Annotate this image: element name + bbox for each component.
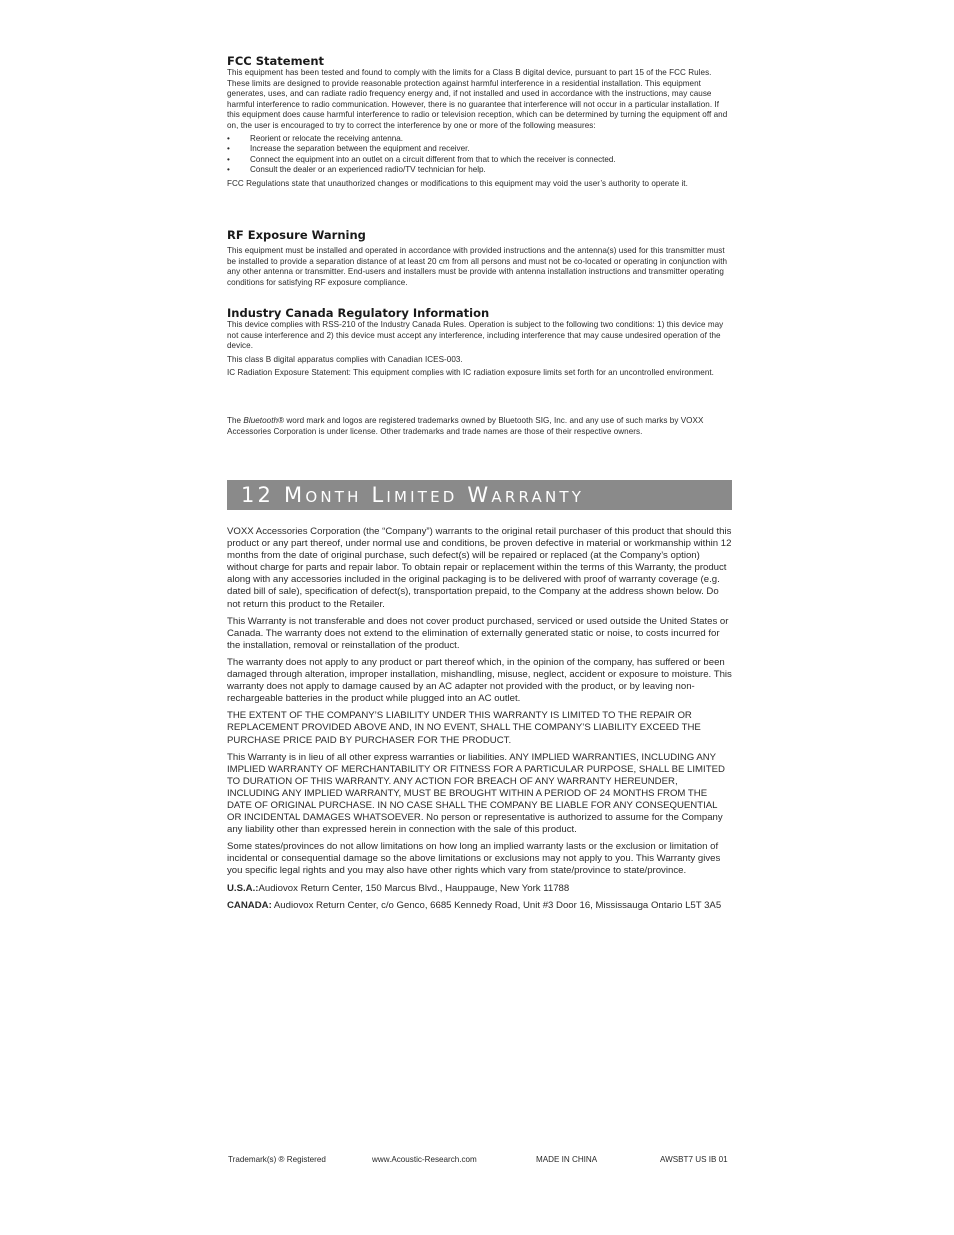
rf-paragraph: This equipment must be installed and operated in accordance with provided instructions and the antenna(s) used for this transmitter must be installed to provide a separation distance of at least 20 cm from all persons and must not be co-located or operating in conjunction with any other antenna or transmitter. End-users and installers must be provide with antenna installation instructions and transmitter operating conditions for satisfying RF exposure compliance. bbox=[227, 246, 728, 287]
rf-section bbox=[227, 228, 732, 288]
footer-website: www.Acoustic-Research.com bbox=[372, 1155, 477, 1164]
warranty-banner bbox=[227, 480, 732, 510]
trademark-suffix: ® word mark and logos are registered trademarks owned by Bluetooth SIG, Inc. and any use of such marks by VOXX Accessories Corporation is under license. Other trademarks and trade names are those of their respective owners. bbox=[227, 416, 704, 436]
usa-address bbox=[227, 883, 732, 895]
canada-label: CANADA: bbox=[227, 899, 272, 911]
fcc-section bbox=[227, 54, 732, 190]
warranty-paragraph: Some states/provinces do not allow limitations on how long an implied warranty lasts or the exclusion or limitation of incidental or consequential damage so the above limitations or exclusions may not apply to you. This Warranty gives you specific legal rights and you may also have other rights which vary from state/province to state/province. bbox=[227, 841, 721, 877]
warranty-paragraph: VOXX Accessories Corporation (the “Company”) warrants to the original retail purchaser of this product that should this product or any part thereof, under normal use and conditions, be proven defective in material or workmanship within 12 months from the date of original purchase, such defect(s) will be repaired or replaced (at the Company’s option) without charge for parts and repair labor. To obtain repair or replacement within the terms of this Warranty, the product along with any accessories included in the original packaging is to be delivered with proof of warranty coverage (e.g. dated bill of sale), specification of defect(s), transportation prepaid, to the Company at the address shown below. Do not return this product to the Retailer. bbox=[227, 526, 732, 610]
warranty-paragraph: THE EXTENT OF THE COMPANY’S LIABILITY UNDER THIS WARRANTY IS LIMITED TO THE REPAIR OR REPLACEMENT PROVIDED ABOVE AND, IN NO EVENT, SHALL THE COMPANY’S LIABILITY EXCEED THE PURCHASE PRICE PAID BY PURCHASER FOR THE PRODUCT. bbox=[227, 710, 701, 746]
footer-trademark: Trademark(s) ® Registered bbox=[228, 1155, 326, 1164]
trademark-prefix: The bbox=[227, 416, 244, 425]
warranty-paragraph: This Warranty is in lieu of all other express warranties or liabilities. ANY IMPLIED WARRANTIES, INCLUDING ANY IMPLIED WARRANTY OF MERCHANTABILITY OR FITNESS FOR A PARTICULAR PURPOSE, SHALL BE LIMITED TO DURATION OF THIS WARRANTY. ANY ACTION FOR BREACH OF ANY WARRANTY HEREUNDER, INCLUDING ANY IMPLIED WARRANTY, MUST BE BROUGHT WITHIN A PERIOD OF 24 MONTHS FROM THE DATE OF ORIGINAL PURCHASE. IN NO CASE SHALL THE COMPANY BE LIABLE FOR ANY CONSEQUENTIAL OR INCIDENTAL DAMAGES WHATSOEVER. No person or representative is authorized to assume for the Company any liability other than expressed herein in connection with the sale of this product. bbox=[227, 751, 725, 836]
rf-heading: RF Exposure Warning bbox=[227, 228, 366, 242]
warranty-title: 12 Month Limited Warranty bbox=[241, 483, 585, 507]
footer-code: AWSBT7 US IB 01 bbox=[660, 1155, 728, 1164]
ic-ices-paragraph: This class B digital apparatus complies with Canadian ICES-003. bbox=[227, 354, 463, 364]
fcc-regulations-paragraph: FCC Regulations state that unauthorized changes or modifications to this equipment may void the user’s authority to operate it. bbox=[227, 178, 688, 188]
warranty-body bbox=[227, 526, 732, 912]
canada-address-text: Audiovox Return Center, c/o Genco, 6685 Kennedy Road, Unit #3 Door 16, Mississauga Ontario L5T 3A5 bbox=[271, 899, 722, 911]
ic-heading: Industry Canada Regulatory Information bbox=[227, 306, 490, 320]
usa-address-text: Audiovox Return Center, 150 Marcus Blvd., Hauppauge, New York 11788 bbox=[258, 882, 570, 894]
list-item: • Consult the dealer or an experienced radio/TV technician for help. bbox=[227, 165, 732, 176]
trademark-section bbox=[227, 416, 732, 437]
ic-radiation-paragraph: IC Radiation Exposure Statement: This equipment complies with IC radiation exposure limits set forth for an uncontrolled environment. bbox=[227, 368, 714, 378]
fcc-paragraph: This equipment has been tested and found to comply with the limits for a Class B digital device, pursuant to part 15 of the FCC Rules. These limits are designed to provide reasonable protection against harmful interference in a residential installation. This equipment generates, uses, and can radiate radio frequency energy and, if not installed and used in accordance with the instructions, may cause harmful interference to radio communication. However, there is no guarantee that interference will not occur in a particular installation. If this equipment does cause harmful interference to radio or television reception, which can be determined by turning the equipment off and on, the user is encouraged to try to correct the interference by one or more of the following measures: bbox=[227, 68, 728, 130]
footer-made-in: MADE IN CHINA bbox=[536, 1155, 598, 1164]
list-item: • Connect the equipment into an outlet on a circuit different from that to which the receiver is connected. bbox=[227, 155, 732, 166]
fcc-measures-list bbox=[227, 134, 732, 176]
canada-address bbox=[227, 900, 732, 912]
trademark-paragraph bbox=[227, 416, 732, 437]
list-item: • Reorient or relocate the receiving antenna. bbox=[227, 134, 732, 145]
list-item: • Increase the separation between the equipment and receiver. bbox=[227, 144, 732, 155]
ic-paragraph: This device complies with RSS-210 of the Industry Canada Rules. Operation is subject to the following two conditions: 1) this device may not cause interference and 2) this device must accept any interference, including interference that may cause undesired operation of the device. bbox=[227, 320, 724, 351]
trademark-brand: Bluetooth bbox=[243, 416, 279, 425]
warranty-paragraph: This Warranty is not transferable and does not cover product purchased, serviced or used outside the United States or Canada. The warranty does not extend to the elimination of externally generated static or noise, to costs incurred for the installation, removal or reinstallation of the product. bbox=[227, 615, 729, 651]
fcc-heading: FCC Statement bbox=[227, 54, 325, 68]
ic-section bbox=[227, 306, 732, 379]
warranty-paragraph: The warranty does not apply to any product or part thereof which, in the opinion of the company, has suffered or been damaged through alteration, improper installation, mishandling, misuse, neglect, accident or exposure to moisture. This warranty does not apply to damage caused by an AC adapter not provided with the product, or by leaving non-rechargeable batteries in the product while plugged into an AC outlet. bbox=[227, 656, 732, 705]
usa-label: U.S.A.: bbox=[227, 882, 259, 894]
